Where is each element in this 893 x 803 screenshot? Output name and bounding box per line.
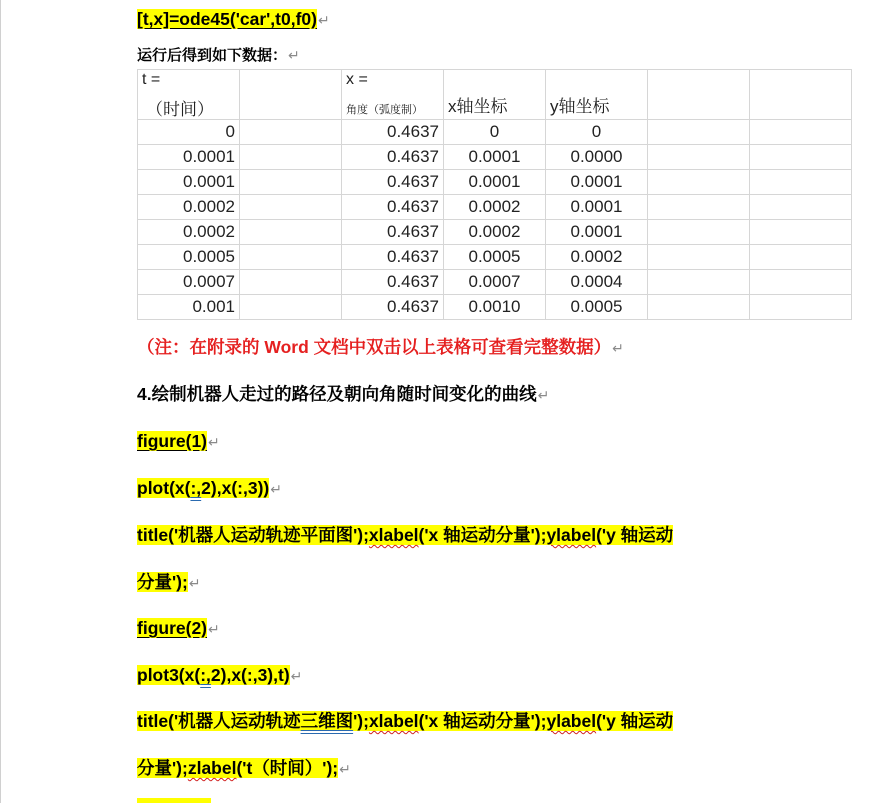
header-empty-cell[interactable] <box>648 70 750 120</box>
cell-angle[interactable]: 0.4637 <box>342 220 444 245</box>
section-heading: 4.绘制机器人走过的路径及朝向角随时间变化的曲线 <box>137 384 537 404</box>
code-title1-part: ylabel <box>546 525 597 545</box>
code-plot-part: 2),x(:,3)) <box>201 478 270 498</box>
code-figure2[interactable]: figure(2) <box>137 618 207 638</box>
cell-xcoord[interactable]: 0.0007 <box>444 270 546 295</box>
code-title2-cont-line <box>137 757 351 780</box>
cell-ycoord[interactable]: 0.0004 <box>546 270 648 295</box>
cell-empty[interactable] <box>648 170 750 195</box>
code-plot-line <box>137 477 282 500</box>
cell-angle[interactable]: 0.4637 <box>342 195 444 220</box>
cell-ycoord[interactable]: 0.0000 <box>546 145 648 170</box>
code-plot3-part: plot3(x( <box>137 665 201 685</box>
cell-empty[interactable] <box>240 120 342 145</box>
paragraph-mark: ↵ <box>339 761 351 777</box>
table-body <box>138 120 852 320</box>
table-row <box>138 270 852 295</box>
cell-empty[interactable] <box>648 195 750 220</box>
cell-t[interactable]: 0 <box>138 120 240 145</box>
cell-empty[interactable] <box>240 245 342 270</box>
header-empty-cell[interactable] <box>240 70 342 120</box>
code-ode45[interactable]: [t,x]=ode45('car',t0,f0) <box>137 9 317 29</box>
paragraph-mark: ↵ <box>270 481 282 497</box>
paragraph-mark: ↵ <box>537 387 550 403</box>
table-row <box>138 195 852 220</box>
table-row <box>138 120 852 145</box>
cell-angle[interactable]: 0.4637 <box>342 170 444 195</box>
cell-t[interactable]: 0.0002 <box>138 220 240 245</box>
cell-angle[interactable]: 0.4637 <box>342 145 444 170</box>
header-x-line1: x = <box>346 71 368 88</box>
cell-empty[interactable] <box>750 245 852 270</box>
cell-t[interactable]: 0.0001 <box>138 170 240 195</box>
cell-t[interactable]: 0.0001 <box>138 145 240 170</box>
code-plot[interactable] <box>137 478 269 498</box>
cell-xcoord[interactable]: 0.0001 <box>444 145 546 170</box>
code-title1-part: xlabel <box>368 525 419 545</box>
code-title2-part: ylabel <box>546 711 597 731</box>
code-title2-part: title('机器人运动轨迹 <box>137 711 301 731</box>
cell-empty[interactable] <box>750 270 852 295</box>
code-figure1-line <box>137 430 220 453</box>
code-title2-part: ('x 轴运动分量'); <box>418 711 547 731</box>
cell-empty[interactable] <box>648 145 750 170</box>
code-title2-part: 三维图 <box>300 711 354 731</box>
code-plot-part: plot(x( <box>137 478 191 498</box>
code-title1-part: ('x 轴运动分量'); <box>418 525 547 545</box>
header-empty-cell[interactable] <box>750 70 852 120</box>
cell-angle[interactable]: 0.4637 <box>342 120 444 145</box>
code-title1-cont-line <box>137 571 201 594</box>
cell-ycoord[interactable]: 0 <box>546 120 648 145</box>
header-x-line2: 角度（弧度制） <box>346 104 423 116</box>
cell-empty[interactable] <box>750 170 852 195</box>
cell-empty[interactable] <box>240 270 342 295</box>
cell-empty[interactable] <box>750 145 852 170</box>
paragraph-mark: ↵ <box>317 12 330 28</box>
cell-empty[interactable] <box>240 145 342 170</box>
header-ycoord-cell[interactable]: y轴坐标 <box>546 70 648 120</box>
cell-xcoord[interactable]: 0.0005 <box>444 245 546 270</box>
code-title1-part: title('机器人运动轨迹平面图'); <box>137 525 369 545</box>
code-title2-line <box>137 710 673 732</box>
table-note: （注：在附录的 Word 文档中双击以上表格可查看完整数据） <box>137 337 612 357</box>
cell-empty[interactable] <box>750 195 852 220</box>
cell-empty[interactable] <box>648 295 750 320</box>
header-t-line1: t = <box>142 71 161 88</box>
table-caption: 运行后得到如下数据： <box>137 47 288 64</box>
cell-angle[interactable]: 0.4637 <box>342 245 444 270</box>
table-caption-line <box>137 44 300 67</box>
code-plot-part: :, <box>190 478 202 498</box>
cell-empty[interactable] <box>240 195 342 220</box>
cell-empty[interactable] <box>240 295 342 320</box>
cell-t[interactable]: 0.0002 <box>138 195 240 220</box>
table-header-row <box>138 70 852 120</box>
paragraph-mark: ↵ <box>290 668 303 684</box>
paragraph-mark: ↵ <box>208 434 220 450</box>
code-plot3-part: 2),x(:,3),t) <box>210 665 290 685</box>
cell-ycoord[interactable]: 0.0001 <box>546 220 648 245</box>
cell-angle[interactable]: 0.4637 <box>342 295 444 320</box>
cell-empty[interactable] <box>240 170 342 195</box>
cell-ycoord[interactable]: 0.0001 <box>546 170 648 195</box>
table-row <box>138 145 852 170</box>
code-title1-cont[interactable]: 分量'); <box>137 572 188 592</box>
paragraph-mark: ↵ <box>188 575 201 591</box>
code-plot3-line <box>137 664 302 687</box>
code-title2-part: xlabel <box>368 711 419 731</box>
cell-empty[interactable] <box>240 220 342 245</box>
code-title2-part: zlabel <box>187 758 237 778</box>
ode-results-table[interactable] <box>137 69 852 320</box>
cell-empty[interactable] <box>648 120 750 145</box>
table-row <box>138 170 852 195</box>
paragraph-mark: ↵ <box>288 47 300 63</box>
code-figure1[interactable]: figure(1) <box>137 431 207 451</box>
section-heading-line <box>137 383 549 406</box>
header-t-cell[interactable] <box>138 70 240 120</box>
table-row <box>138 295 852 320</box>
code-title1[interactable] <box>137 525 673 545</box>
header-xcoord-cell[interactable]: x轴坐标 <box>444 70 546 120</box>
code-title2[interactable] <box>137 711 673 731</box>
cell-empty[interactable] <box>750 120 852 145</box>
cell-empty[interactable] <box>648 245 750 270</box>
cell-xcoord[interactable]: 0.0002 <box>444 220 546 245</box>
table-row <box>138 220 852 245</box>
paragraph-mark: ↵ <box>208 621 220 637</box>
code-title1-line <box>137 524 673 546</box>
code-title2-part: ('t（时间）'); <box>236 758 339 778</box>
header-t-line2: （时间） <box>146 100 214 119</box>
code-plot3[interactable] <box>137 665 290 685</box>
cell-empty[interactable] <box>750 295 852 320</box>
code-title1-part: ('y 轴运动 <box>596 525 674 545</box>
code-figure2-line <box>137 617 220 640</box>
code-ode45-line <box>137 8 330 31</box>
cell-empty[interactable] <box>750 220 852 245</box>
cell-xcoord[interactable]: 0.0010 <box>444 295 546 320</box>
header-x-cell[interactable] <box>342 70 444 120</box>
cell-xcoord[interactable]: 0 <box>444 120 546 145</box>
cell-ycoord[interactable]: 0.0002 <box>546 245 648 270</box>
cell-empty[interactable] <box>648 270 750 295</box>
note-line <box>137 336 624 359</box>
cell-xcoord[interactable]: 0.0001 <box>444 170 546 195</box>
cell-t[interactable]: 0.0007 <box>138 270 240 295</box>
page-margin-line <box>0 0 1 803</box>
code-title2-part: '); <box>353 711 369 731</box>
table-row <box>138 245 852 270</box>
cell-t[interactable]: 0.0005 <box>138 245 240 270</box>
code-title2-cont[interactable] <box>137 758 338 778</box>
code-title2-part: 分量'); <box>137 758 188 778</box>
cell-angle[interactable]: 0.4637 <box>342 270 444 295</box>
next-line-highlight <box>137 798 211 803</box>
cell-ycoord[interactable]: 0.0005 <box>546 295 648 320</box>
cell-empty[interactable] <box>648 220 750 245</box>
code-title2-part: ('y 轴运动 <box>596 711 674 731</box>
cell-t[interactable]: 0.001 <box>138 295 240 320</box>
code-plot3-part: :, <box>200 665 211 685</box>
cell-ycoord[interactable]: 0.0001 <box>546 195 648 220</box>
paragraph-mark: ↵ <box>612 340 624 356</box>
cell-xcoord[interactable]: 0.0002 <box>444 195 546 220</box>
